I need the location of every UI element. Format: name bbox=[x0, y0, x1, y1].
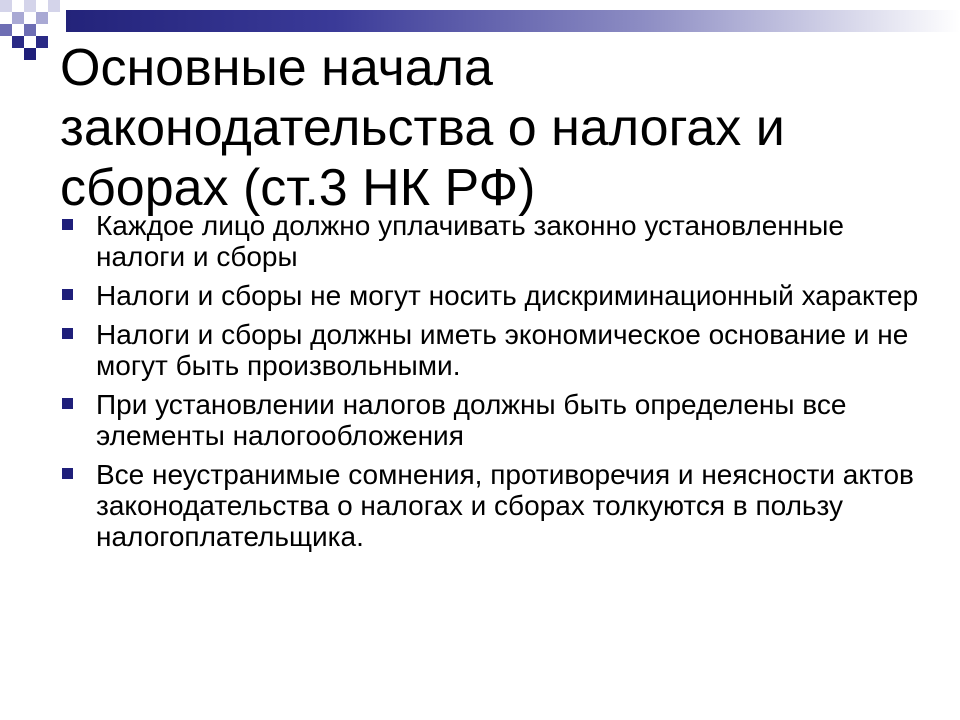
bullet-item bbox=[60, 459, 920, 552]
square-bullet-icon bbox=[62, 219, 73, 230]
bullet-item bbox=[60, 319, 920, 381]
top-gradient-bar bbox=[66, 10, 960, 32]
bullet-text: Каждое лицо должно уплачивать законно установленные налоги и сборы bbox=[96, 210, 844, 272]
bullet-item bbox=[60, 280, 920, 311]
bullet-list bbox=[60, 210, 920, 560]
bullet-text: Налоги и сборы должны иметь экономическое основание и не могут быть произвольными. bbox=[96, 319, 909, 381]
square-bullet-icon bbox=[62, 328, 73, 339]
bullet-text: Все неустранимые сомнения, противоречия и неясности актов законодательства о налогах и сборах толкуются в пользу налогоплательщика. bbox=[96, 459, 914, 552]
square-bullet-icon bbox=[62, 398, 73, 409]
bullet-text: Налоги и сборы не могут носить дискриминационный характер bbox=[96, 280, 919, 311]
bullet-item bbox=[60, 389, 920, 451]
square-bullet-icon bbox=[62, 468, 73, 479]
bullet-text: При установлении налогов должны быть определены все элементы налогообложения bbox=[96, 389, 847, 451]
bullet-item bbox=[60, 210, 920, 272]
slide-title: Основные начала законодательства о налогах и сборах (ст.3 НК РФ) bbox=[60, 39, 785, 217]
square-bullet-icon bbox=[62, 289, 73, 300]
